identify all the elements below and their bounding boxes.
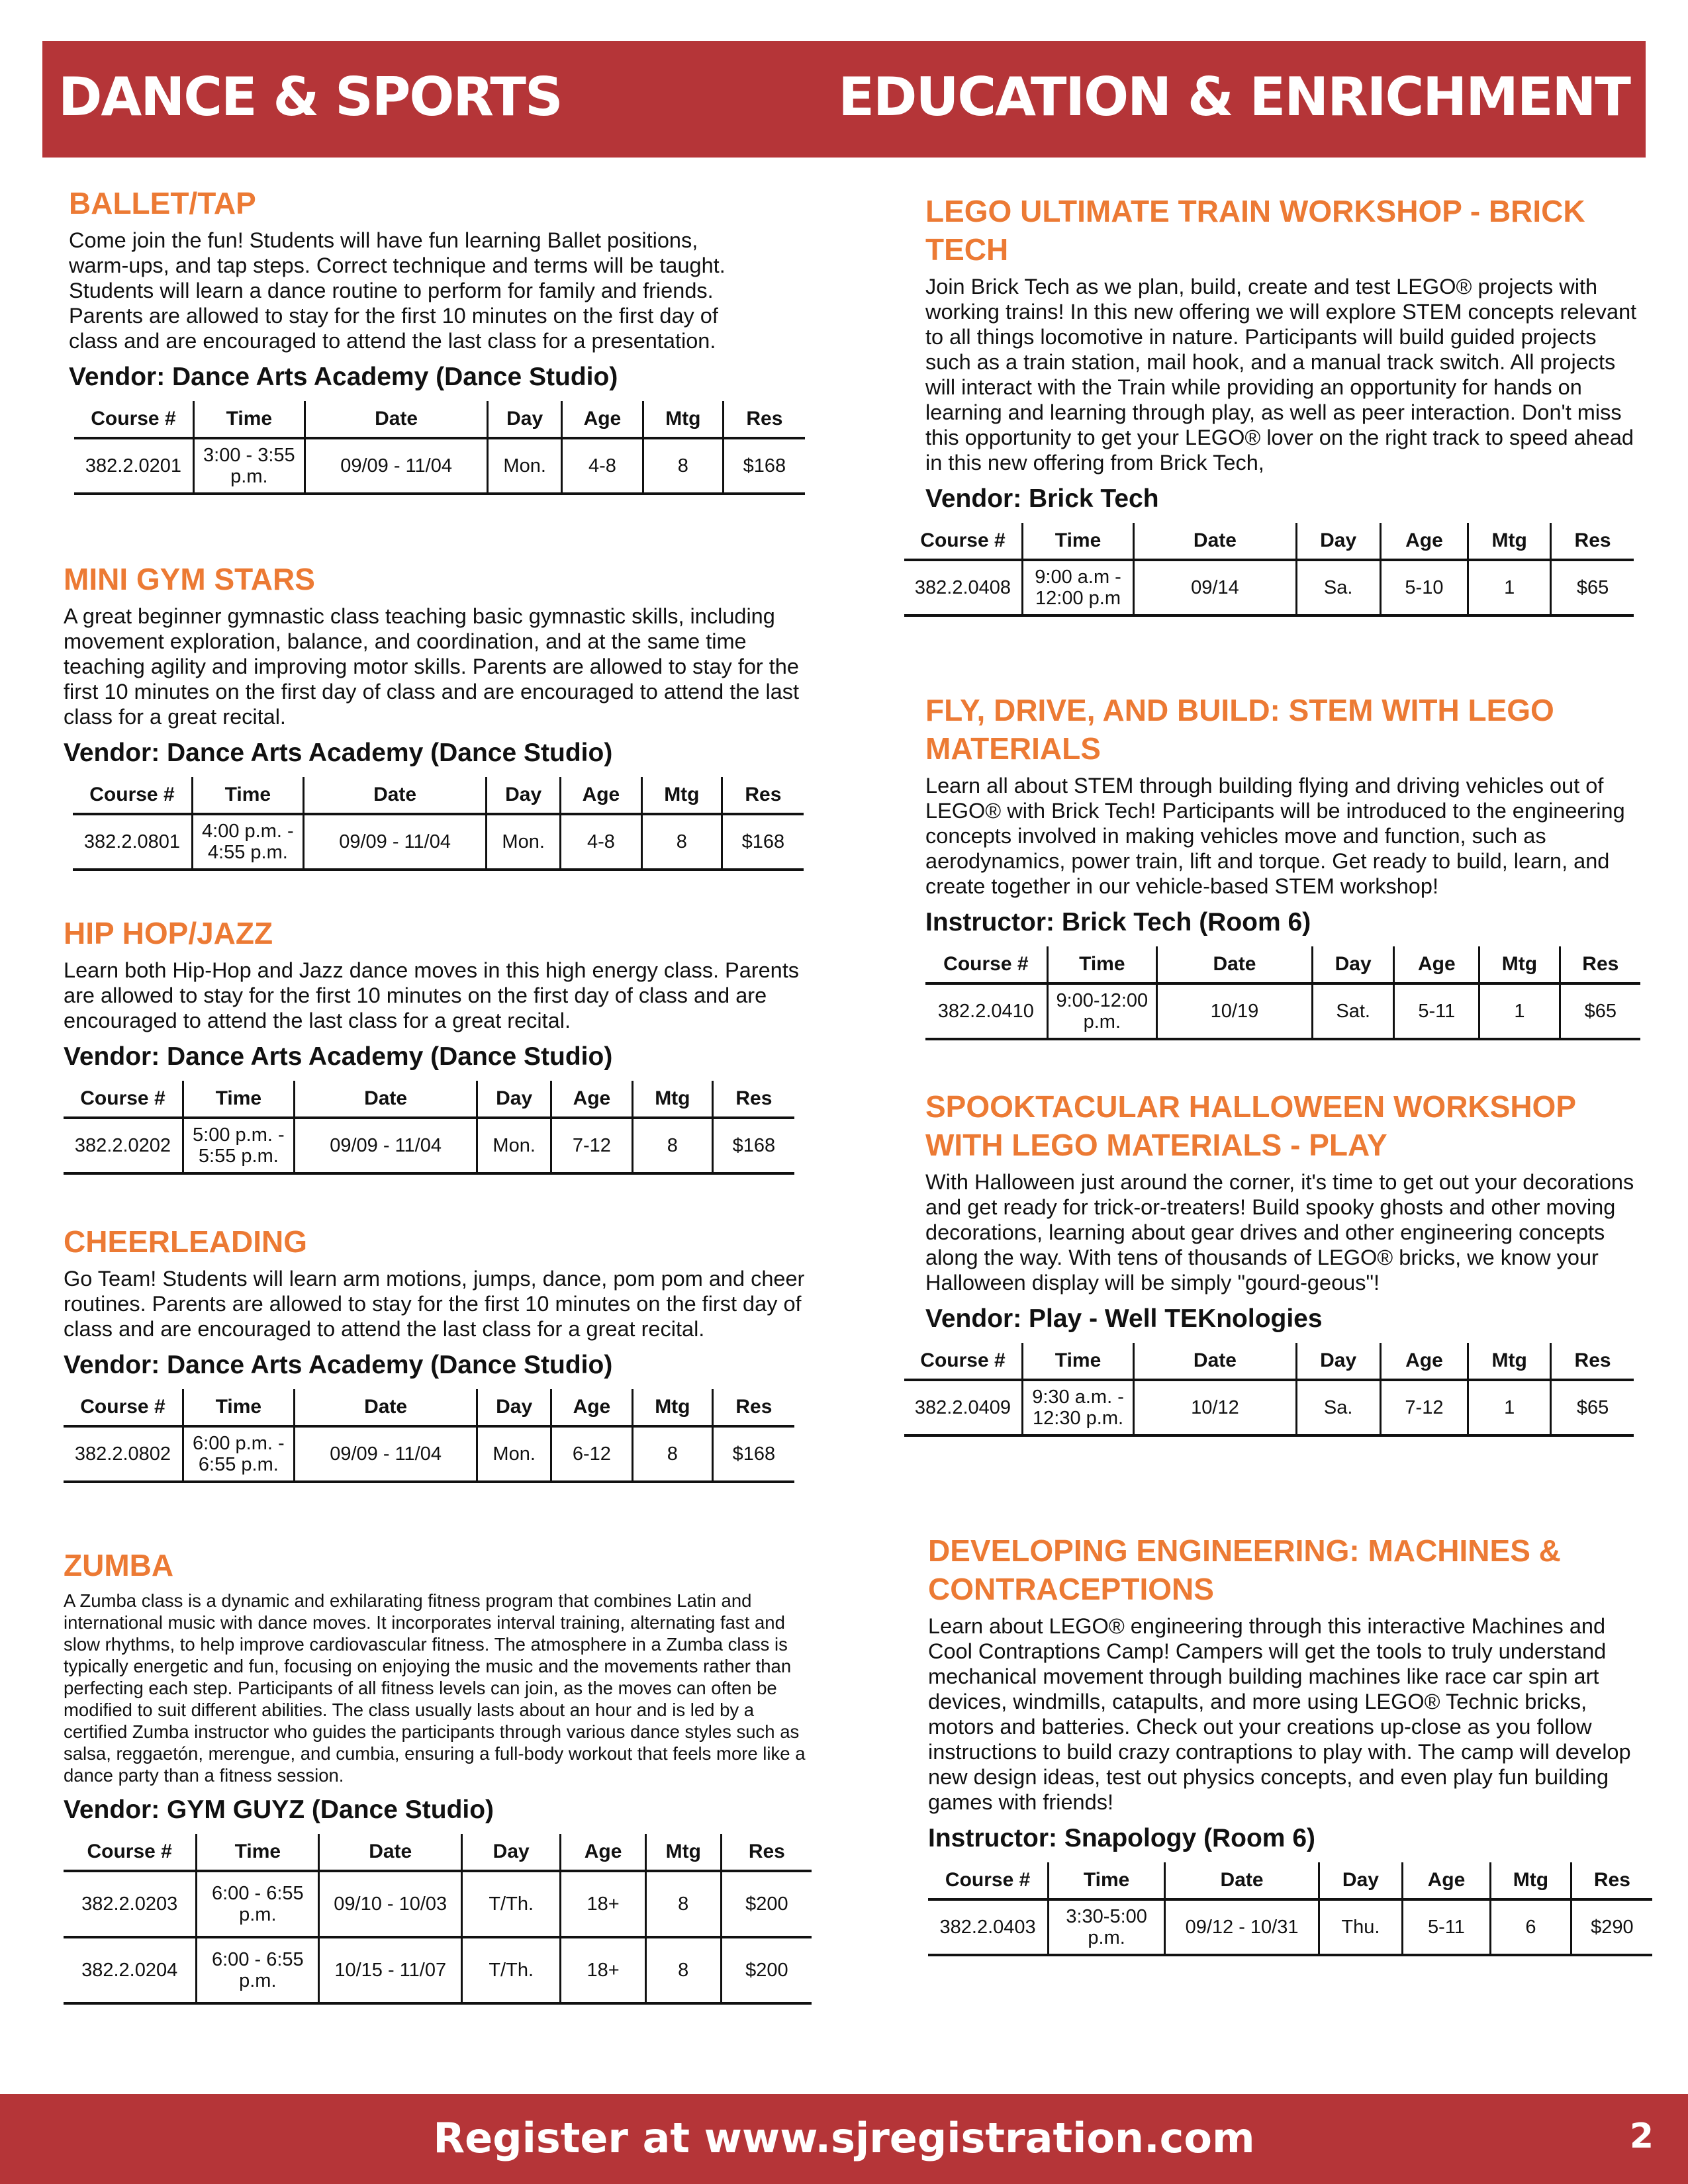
- table-cell: $290: [1571, 1899, 1652, 1955]
- column-header: Time: [1047, 946, 1156, 983]
- table-cell: 1: [1479, 983, 1560, 1039]
- table-cell: 9:00-12:00 p.m.: [1047, 983, 1156, 1039]
- table-cell: $200: [721, 1937, 812, 2003]
- table-cell: 9:30 a.m. - 12:30 p.m.: [1023, 1380, 1134, 1435]
- table-cell: Sat.: [1313, 983, 1394, 1039]
- column-header: Date: [303, 777, 487, 814]
- table-cell: 6:00 - 6:55 p.m.: [197, 1937, 319, 2003]
- mini-gym-stars-schedule-table: [73, 777, 804, 871]
- table-cell: $65: [1560, 983, 1640, 1039]
- table-cell: 4:00 p.m. - 4:55 p.m.: [192, 814, 303, 870]
- table-row: [74, 438, 805, 494]
- column-header: Course #: [904, 1343, 1023, 1380]
- table-row: [928, 1899, 1652, 1955]
- column-header: Course #: [73, 777, 192, 814]
- halloween-workshop-section: [914, 1087, 1647, 1437]
- mini-gym-stars-title: MINI GYM STARS: [64, 562, 315, 596]
- table-cell: 6: [1491, 1899, 1571, 1955]
- lego-train-workshop-section: [914, 192, 1647, 617]
- fly-drive-and-schedule-table: [925, 946, 1640, 1040]
- column-header: Time: [193, 401, 305, 438]
- table-cell: 09/09 - 11/04: [305, 438, 488, 494]
- table-cell: 5-10: [1380, 560, 1468, 615]
- developing-engineering-machines-schedule-table: [928, 1862, 1652, 1956]
- table-cell: 7-12: [1380, 1380, 1468, 1435]
- table-cell: 8: [645, 1871, 721, 1937]
- table-cell: Mon.: [487, 814, 561, 870]
- ballet-tap-description: Come join the fun! Students will have fun learning Ballet positions, warm-ups, and tap steps. Correct technique and terms will be taught. Students will learn a dance routine to perform for family and friends. Parents are allowed to stay for the first 10 minutes on the first day of class and are encouraged to attend the last class for a presentation.: [69, 228, 726, 353]
- column-header: Course #: [64, 1834, 197, 1871]
- column-header: Mtg: [1479, 946, 1560, 983]
- page-number: 2: [1629, 2116, 1654, 2156]
- table-cell: 7-12: [551, 1118, 632, 1173]
- table-cell: 8: [632, 1426, 712, 1482]
- table-cell: 10/19: [1156, 983, 1312, 1039]
- column-header: Mtg: [645, 1834, 721, 1871]
- developing-engineering-machines-title: DEVELOPING ENGINEERING: MACHINES & CONTRACEPTIONS: [928, 1533, 1561, 1606]
- table-cell: Sa.: [1296, 560, 1380, 615]
- cheerleading-vendor: Vendor: Dance Arts Academy (Dance Studio): [64, 1351, 613, 1379]
- column-header: Res: [712, 1389, 794, 1426]
- column-header: Mtg: [1468, 1343, 1551, 1380]
- table-cell: 382.2.0410: [925, 983, 1047, 1039]
- column-header: Res: [721, 1834, 812, 1871]
- table-cell: 4-8: [561, 438, 643, 494]
- table-row: [904, 1380, 1634, 1435]
- column-header: Time: [1049, 1862, 1165, 1899]
- table-cell: $168: [722, 814, 804, 870]
- column-header: Mtg: [632, 1081, 712, 1118]
- column-header: Course #: [74, 401, 193, 438]
- column-header: Time: [1023, 1343, 1134, 1380]
- table-cell: $168: [712, 1118, 794, 1173]
- table-cell: $168: [712, 1426, 794, 1482]
- column-header: Res: [1571, 1862, 1652, 1899]
- table-cell: Mon.: [477, 1426, 551, 1482]
- fly-drive-and-vendor: Instructor: Brick Tech (Room 6): [925, 908, 1311, 936]
- spooktacular-halloween-workshop-description: With Halloween just around the corner, it's time to get out your decorations and get ready for trick-or-treaters! Build spooky ghosts and other moving decorations, learning about gear drives and other engineering concepts along the way. With tens of thousands of LEGO® bricks, we know your Halloween display will be simply "gourd-geous"!: [925, 1170, 1634, 1295]
- column-header: Res: [722, 777, 804, 814]
- table-cell: 09/09 - 11/04: [303, 814, 487, 870]
- table-cell: 382.2.0801: [73, 814, 192, 870]
- zumba-schedule-table: [64, 1834, 812, 2005]
- table-cell: 6-12: [551, 1426, 632, 1482]
- table-cell: 09/10 - 10/03: [319, 1871, 462, 1937]
- column-header: Day: [1296, 1343, 1380, 1380]
- table-cell: 382.2.0409: [904, 1380, 1023, 1435]
- table-cell: 5-11: [1394, 983, 1479, 1039]
- lego-ultimate-train-schedule-table: [904, 523, 1634, 617]
- table-row: [64, 1937, 812, 2003]
- hip-hop-jazz-section: [64, 914, 818, 1175]
- column-header: Mtg: [1468, 523, 1551, 560]
- mini-gym-stars-vendor: Vendor: Dance Arts Academy (Dance Studio): [64, 739, 613, 767]
- table-cell: 6:00 p.m. - 6:55 p.m.: [183, 1426, 294, 1482]
- cheerleading-section: [64, 1222, 818, 1483]
- lego-ultimate-train-vendor: Vendor: Brick Tech: [925, 484, 1159, 513]
- table-cell: 382.2.0201: [74, 438, 193, 494]
- fly-drive-and-title: FLY, DRIVE, AND BUILD: STEM WITH LEGO MATERIALS: [925, 693, 1554, 766]
- table-cell: $65: [1551, 1380, 1634, 1435]
- table-cell: 4-8: [560, 814, 641, 870]
- column-header: Age: [1380, 523, 1468, 560]
- header-right-title: EDUCATION & ENRICHMENT: [838, 66, 1630, 128]
- ballet-tap-title: BALLET/TAP: [69, 186, 256, 220]
- column-header: Mtg: [1491, 1862, 1571, 1899]
- column-header: Date: [305, 401, 488, 438]
- column-header: Course #: [925, 946, 1047, 983]
- table-cell: $200: [721, 1871, 812, 1937]
- table-cell: $168: [723, 438, 805, 494]
- table-cell: 8: [645, 1937, 721, 2003]
- column-header: Age: [560, 777, 641, 814]
- column-header: Mtg: [632, 1389, 712, 1426]
- page-header: [42, 41, 1646, 158]
- mini-gym-stars-description: A great beginner gymnastic class teaching basic gymnastic skills, including movement exploration, balance, and coordination, and at the same time teaching agility and improving motor skills. Parents are allowed to stay for the first 10 minutes on the first day of class and are encouraged to attend the last class for a great recital.: [64, 604, 800, 729]
- column-header: Date: [294, 1081, 477, 1118]
- table-cell: 1: [1468, 560, 1551, 615]
- column-header: Date: [1134, 1343, 1297, 1380]
- column-header: Date: [1156, 946, 1312, 983]
- table-row: [64, 1426, 794, 1482]
- column-header: Time: [1023, 523, 1134, 560]
- column-header: Course #: [904, 523, 1023, 560]
- register-link[interactable]: Register at www.sjregistration.com: [433, 2114, 1255, 2162]
- table-cell: 09/14: [1134, 560, 1297, 615]
- column-header: Time: [197, 1834, 319, 1871]
- table-row: [925, 983, 1640, 1039]
- zumba-title: ZUMBA: [64, 1548, 174, 1582]
- column-header: Res: [712, 1081, 794, 1118]
- column-header: Date: [319, 1834, 462, 1871]
- table-cell: Sa.: [1296, 1380, 1380, 1435]
- table-cell: 1: [1468, 1380, 1551, 1435]
- column-header: Day: [1319, 1862, 1403, 1899]
- column-header: Res: [1551, 523, 1634, 560]
- column-header: Course #: [64, 1389, 183, 1426]
- table-row: [73, 814, 804, 870]
- table-cell: 382.2.0802: [64, 1426, 183, 1482]
- table-cell: Mon.: [488, 438, 562, 494]
- column-header: Age: [1402, 1862, 1490, 1899]
- header-left-title: DANCE & SPORTS: [58, 66, 562, 128]
- table-cell: 8: [632, 1118, 712, 1173]
- developing-engineering-machines-vendor: Instructor: Snapology (Room 6): [928, 1824, 1315, 1852]
- column-header: Day: [477, 1081, 551, 1118]
- table-cell: 09/09 - 11/04: [294, 1426, 477, 1482]
- spooktacular-halloween-workshop-schedule-table: [904, 1343, 1634, 1437]
- table-cell: 8: [641, 814, 722, 870]
- developing-engineering-section: [928, 1531, 1650, 1956]
- hip-hop-jazz-schedule-table: [64, 1081, 794, 1175]
- column-header: Course #: [928, 1862, 1049, 1899]
- spooktacular-halloween-workshop-vendor: Vendor: Play - Well TEKnologies: [925, 1304, 1323, 1333]
- table-cell: 18+: [561, 1871, 645, 1937]
- table-cell: 382.2.0203: [64, 1871, 197, 1937]
- column-header: Mtg: [641, 777, 722, 814]
- column-header: Time: [192, 777, 303, 814]
- column-header: Day: [1296, 523, 1380, 560]
- lego-ultimate-train-title: LEGO ULTIMATE TRAIN WORKSHOP - BRICK TECH: [925, 194, 1585, 267]
- column-header: Age: [551, 1081, 632, 1118]
- table-cell: 3:30-5:00 p.m.: [1049, 1899, 1165, 1955]
- column-header: Time: [183, 1389, 294, 1426]
- column-header: Age: [551, 1389, 632, 1426]
- table-cell: 18+: [561, 1937, 645, 2003]
- column-header: Date: [1165, 1862, 1319, 1899]
- column-header: Age: [561, 1834, 645, 1871]
- zumba-vendor: Vendor: GYM GUYZ (Dance Studio): [64, 1796, 494, 1824]
- table-cell: 5-11: [1402, 1899, 1490, 1955]
- column-header: Mtg: [643, 401, 723, 438]
- column-header: Day: [462, 1834, 561, 1871]
- table-cell: Mon.: [477, 1118, 551, 1173]
- column-header: Time: [183, 1081, 294, 1118]
- page-footer: [0, 2094, 1688, 2184]
- table-cell: 382.2.0204: [64, 1937, 197, 2003]
- column-header: Date: [1134, 523, 1297, 560]
- table-cell: 5:00 p.m. - 5:55 p.m.: [183, 1118, 294, 1173]
- table-cell: 382.2.0408: [904, 560, 1023, 615]
- column-header: Res: [1560, 946, 1640, 983]
- column-header: Day: [487, 777, 561, 814]
- hip-hop-jazz-vendor: Vendor: Dance Arts Academy (Dance Studio): [64, 1042, 613, 1071]
- column-header: Age: [561, 401, 643, 438]
- table-cell: 09/12 - 10/31: [1165, 1899, 1319, 1955]
- table-cell: Thu.: [1319, 1899, 1403, 1955]
- table-cell: 382.2.0403: [928, 1899, 1049, 1955]
- developing-engineering-machines-description: Learn about LEGO® engineering through this interactive Machines and Cool Contraptions Camp! Campers will get the tools to truly understand mechanical movement through building machines like race car spin art devices, windmills, catapults, and more using LEGO® Technic bricks, motors and batteries. Check out your creations up-close as you follow instructions to build crazy contraptions to play with. The camp will develop new design ideas, test out physics concepts, and even play fun building games with friends!: [928, 1614, 1631, 1814]
- table-cell: 10/12: [1134, 1380, 1297, 1435]
- cheerleading-title: CHEERLEADING: [64, 1224, 308, 1259]
- table-cell: 382.2.0202: [64, 1118, 183, 1173]
- ballet-tap-vendor: Vendor: Dance Arts Academy (Dance Studio): [69, 363, 618, 391]
- table-cell: 09/09 - 11/04: [294, 1118, 477, 1173]
- table-cell: 8: [643, 438, 723, 494]
- table-row: [904, 560, 1634, 615]
- column-header: Age: [1380, 1343, 1468, 1380]
- column-header: Age: [1394, 946, 1479, 983]
- column-header: Res: [723, 401, 805, 438]
- fly-drive-and-description: Learn all about STEM through building flying and driving vehicles out of LEGO® with Brick Tech! Participants will be introduced to the engineering concepts involved in making vehicles move and function, such as aerodynamics, power train, lift and torque. Get ready to build, learn, and create together in our vehicle-based STEM workshop!: [925, 774, 1625, 898]
- lego-ultimate-train-description: Join Brick Tech as we plan, build, create and test LEGO® projects with working trains! In this new offering we will explore STEM concepts relevant to all things locomotive in nature. Participants will build guided projects such as a train station, mail hook, and a manual track switch. All projects will interact with the Train while providing an opportunity for hands on learning and learning through play, as well as peer interaction. Don't miss this opportunity to get your LEGO® lover on the right track to speed ahead in this new offering from Brick Tech,: [925, 275, 1637, 475]
- column-header: Course #: [64, 1081, 183, 1118]
- column-header: Date: [294, 1389, 477, 1426]
- table-cell: 9:00 a.m - 12:00 p.m: [1023, 560, 1134, 615]
- table-cell: $65: [1551, 560, 1634, 615]
- spooktacular-halloween-workshop-title: SPOOKTACULAR HALLOWEEN WORKSHOP WITH LEGO MATERIALS - PLAY: [925, 1089, 1576, 1162]
- fly-drive-build-section: [925, 691, 1647, 1040]
- table-cell: 10/15 - 11/07: [319, 1937, 462, 2003]
- table-row: [64, 1871, 812, 1937]
- column-header: Day: [477, 1389, 551, 1426]
- hip-hop-jazz-title: HIP HOP/JAZZ: [64, 916, 273, 950]
- zumba-description: A Zumba class is a dynamic and exhilarating fitness program that combines Latin and international music with dance moves. It incorporates interval training, alternating fast and slow rhythms, to help improve cardiovascular fitness. The atmosphere in a Zumba class is typically energetic and fun, focusing on enjoying the music and the movements rather than perfecting each step. Participants of all fitness levels can join, as the moves can often be modified to suit different abilities. The class usually lasts about an hour and is led by a certified Zumba instructor who guides the participants through various dance styles such as salsa, reggaetón, merengue, and cumbia, ensuring a full-body workout that feels more like a dance party than a fitness session.: [64, 1590, 806, 1786]
- column-header: Day: [1313, 946, 1394, 983]
- column-header: Day: [488, 401, 562, 438]
- table-cell: 6:00 - 6:55 p.m.: [197, 1871, 319, 1937]
- cheerleading-description: Go Team! Students will learn arm motions, jumps, dance, pom pom and cheer routines. Parents are allowed to stay for the first 10 minutes on the first day of class and are encouraged to attend the last class for a great recital.: [64, 1267, 805, 1341]
- table-cell: 3:00 - 3:55 p.m.: [193, 438, 305, 494]
- cheerleading-schedule-table: [64, 1389, 794, 1483]
- ballet-tap-schedule-table: [74, 401, 805, 495]
- table-row: [64, 1118, 794, 1173]
- table-cell: T/Th.: [462, 1937, 561, 2003]
- hip-hop-jazz-description: Learn both Hip-Hop and Jazz dance moves in this high energy class. Parents are allowed to stay for the first 10 minutes on the first day of class and are encouraged to attend the last class for a great recital.: [64, 958, 800, 1032]
- ballet-tap-section: [69, 184, 786, 495]
- column-header: Res: [1551, 1343, 1634, 1380]
- mini-gym-stars-section: [64, 560, 818, 871]
- zumba-section: [64, 1546, 818, 2005]
- table-cell: T/Th.: [462, 1871, 561, 1937]
